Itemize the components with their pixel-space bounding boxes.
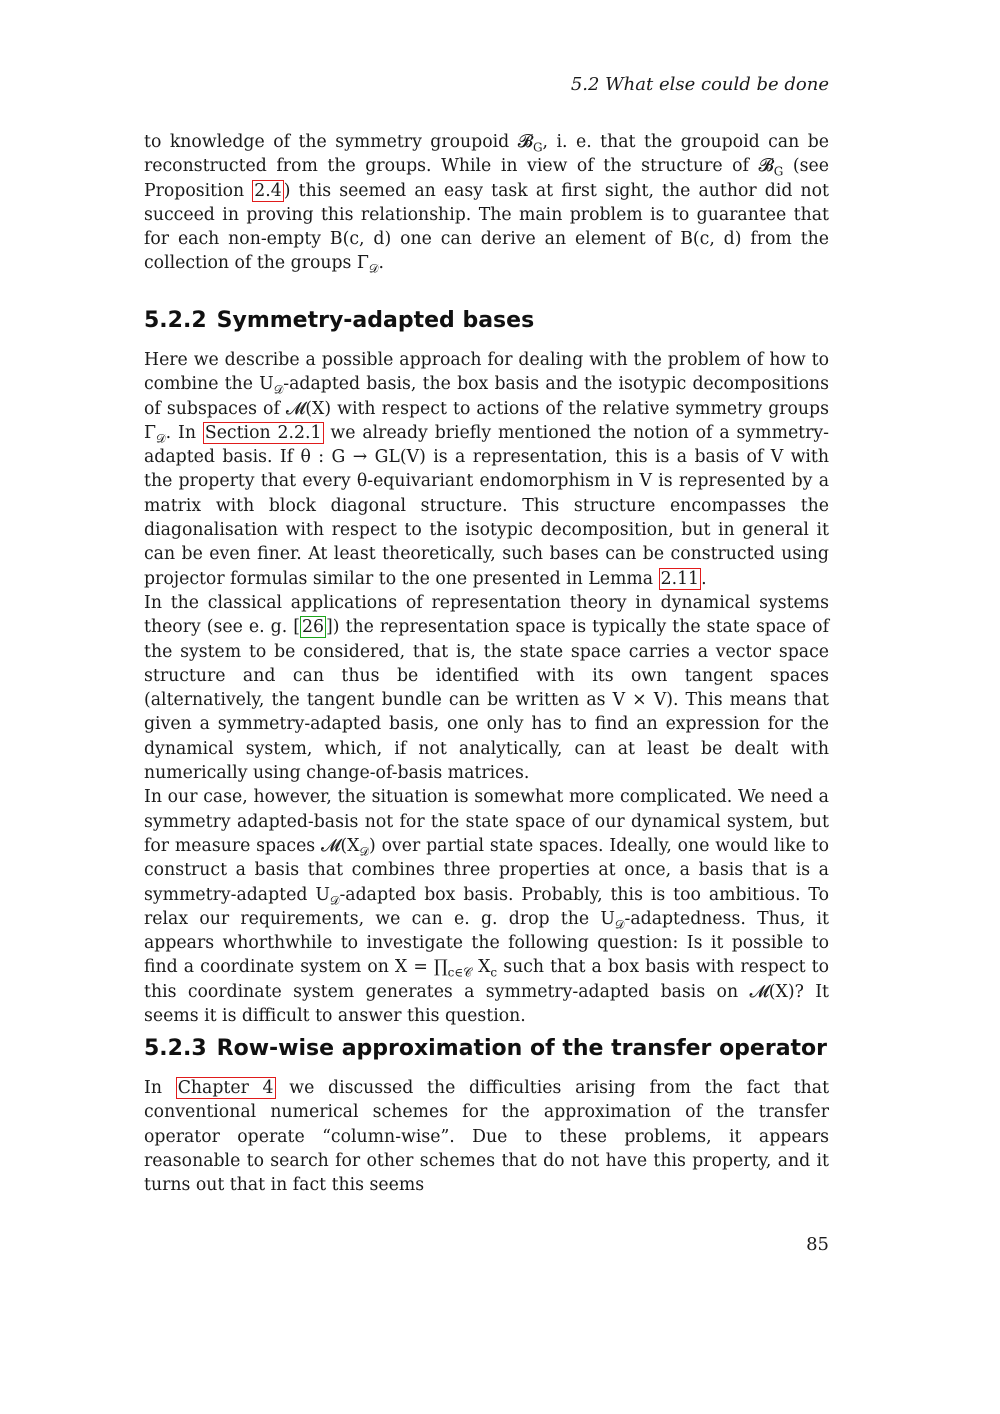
paragraph-4: In our case, however, the situation is somewhat more complicated. We need a symmetry adapted-basis not for the state space of our dynamical system, but for measure spaces $𝓜(X_𝒟)$ over partial state spaces. Ideally, one would like to construct a basis that combines three properties at once, a basis that is a symmetry-adapted $U_𝒟$-adapted box basis. Probably, this is too ambitious. To relax our requirements, we can e. g. drop the $U_𝒟$-adaptedness. Thus, it appears whorthwhile to investigate the following question: Is it possible to find a coordinate system on $X = \prod_{c\in 𝒞}$ $X_c$ such that a box basis with respect to this coordinate system generates a symmetry-adapted basis on 𝓜(X)? It seems it is difficult to answer this question. bbox=[144, 787, 830, 1027]
section-heading-5-2-3: 5.2.3 Row-wise approximation of the transfer operator bbox=[144, 1036, 828, 1061]
section-heading-5-2-2: 5.2.2 Symmetry-adapted bases bbox=[144, 308, 535, 333]
paragraph-5: In Chapter 4 we discussed the difficulties arising from the fact that conventional numerical schemes for the approximation of the transfer operator operate “column-wise”. Due to these problems, it appears reasonable to search for other schemes that do not have this property, and it turns out that in fact this seems bbox=[144, 1078, 830, 1196]
running-head: 5.2 What else could be done bbox=[570, 74, 829, 95]
lemma-link[interactable]: 2.11 bbox=[660, 568, 700, 589]
section-link[interactable]: Section 2.2.1 bbox=[204, 422, 322, 443]
citation-link[interactable]: 26 bbox=[302, 617, 325, 638]
paragraph-1: to knowledge of the symmetry groupoid 𝓑$_G$, i. e. that the groupoid can be reconstructed from the groups. While in view of the structure of 𝓑$_G$ (see Proposition 2.4 ) this seemed an easy task at first sight, the author did not succeed in proving this relationship. The main problem is to guarantee that for each non-empty B(c, d) one can derive an element of B(c, d) from the collection of the groups $\Gamma_𝒟$. bbox=[144, 132, 829, 276]
proposition-link[interactable]: 2.4 bbox=[254, 180, 282, 201]
paragraph-3: In the classical applications of representation theory in dynamical systems theory (see e. g. [ 26 ]) the representation space is typically the state space of the system to be considered, that is, the state space carries a vector space structure and can thus be identified with its own tangent spaces (alternatively, the tangent bundle can be written as V × V). This means that given a symmetry-adapted basis, one only has to find an expression for the dynamical system, which, if not analytically, can at least be dealt with numerically using change-of-basis matrices. bbox=[144, 592, 829, 784]
chapter-link[interactable]: Chapter 4 bbox=[177, 1078, 274, 1098]
page-number: 85 bbox=[806, 1234, 829, 1255]
paragraph-2: Here we describe a possible approach for dealing with the problem of how to combine the $U_𝒟$-adapted basis, the box basis and the isotypic decompositions of subspaces of 𝓜(X) with respect to actions of the relative symmetry groups $\Gamma_𝒟$. In Section 2.2.1 we already briefly mentioned the notion of a symmetry-adapted basis. If θ : G → GL(V) is a representation, this is a basis of V with the property that every θ-equivariant endomorphism in V is represented by a matrix with block diagonal structure. This structure encompasses the diagonalisation with respect to the isotypic decomposition, but in general it can be even finer. At least theoretically, such bases can be constructed using projector formulas similar to the one presented in Lemma 2.11 . In the classical applications of representation theory in dynamical systems theory (see e. g. [ 26 ]) the representation space is typically the state space of the system to be considered, that is, the state space carries a vector space structure and can thus be identified with its own tangent spaces (alternatively, the tangent bundle can be written as V × V). This means that given a symmetry-adapted basis, one only has to find an expression for the dynamical system, which, if not analytically, can at least be dealt with numerically using change-of-basis matrices. In our case, however, the situation is somewhat more complicated. We need a symmetry adapted-basis not for the state space of our dynamical system, but for measure spaces $𝓜(X_𝒟)$ over partial state spaces. Ideally, one would like to construct a basis that combines three properties at once, a basis that is a symmetry-adapted $U_𝒟$-adapted box basis. Probably, this is too ambitious. To relax our requirements, we can e. g. drop the $U_𝒟$-adaptedness. Thus, it appears whorthwhile to investigate the following question: Is it possible to find a coordinate system on $X = \prod_{c\in 𝒞}$ $X_c$ such that a box basis with respect to this coordinate system generates a symmetry-adapted basis on 𝓜(X)? It seems it is difficult to answer this question. bbox=[144, 348, 829, 1028]
